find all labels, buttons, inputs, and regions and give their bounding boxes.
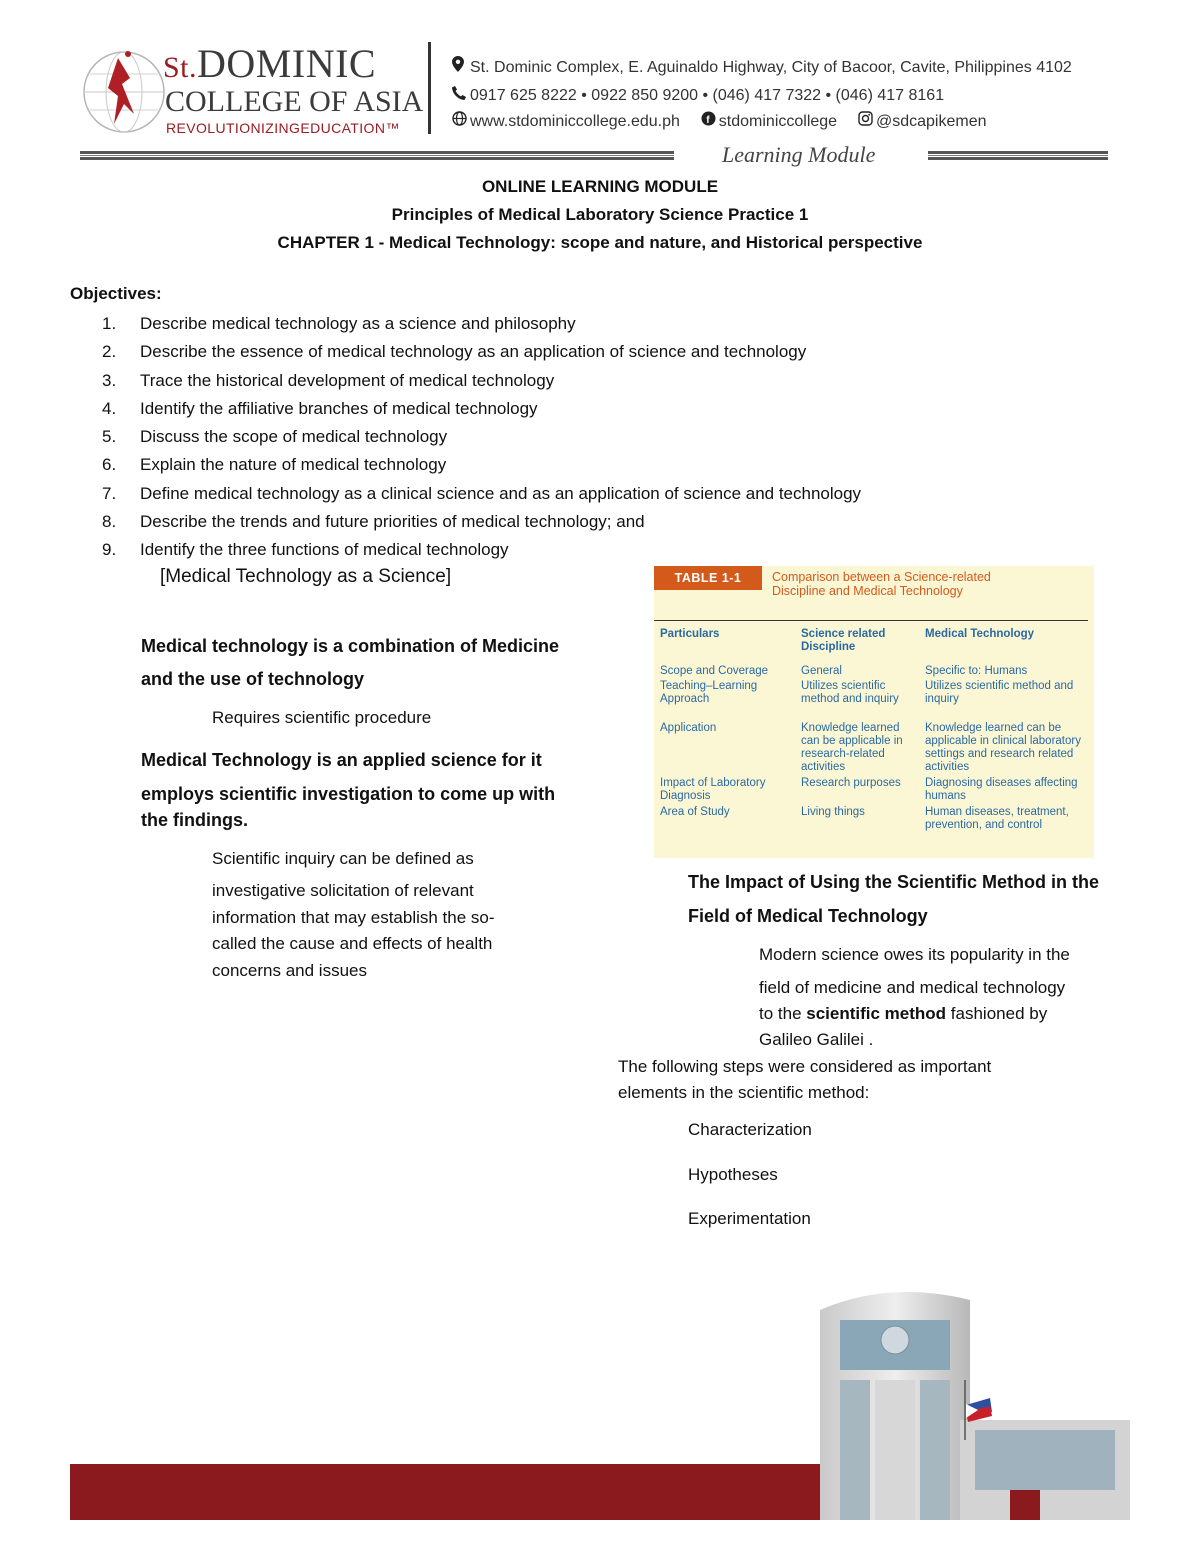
- combo-line-2: and the use of technology: [141, 669, 365, 689]
- modern-line-1: Modern science owes its popularity in the: [759, 945, 1070, 964]
- brand-tagline: REVOLUTIONIZINGEDUCATION™: [166, 120, 400, 136]
- impact-heading-line-2: Field of Medical Technology: [688, 906, 928, 926]
- table-cell: Impact of Laboratory Diagnosis: [660, 777, 766, 802]
- table-cell: Research purposes: [801, 777, 901, 789]
- inquiry-line-5: concerns and issues: [212, 961, 367, 980]
- contact-address: St. Dominic Complex, E. Aguinaldo Highway, City of Bacoor, Cavite, Philippines 4102: [452, 56, 1072, 78]
- table-cell: Scope and Coverage: [660, 665, 769, 677]
- list-item: 6. Explain the nature of medical technology: [102, 455, 447, 475]
- table-cell: Specific to: Humans: [925, 665, 1028, 677]
- globe-icon: [452, 111, 470, 132]
- contact-phones: 0917 625 8222 • 0922 850 9200 • (046) 417 7322 • (046) 417 8161: [452, 86, 944, 106]
- table-cell: Diagnosing diseases affecting humans: [925, 777, 1078, 802]
- list-item: 4. Identify the affiliative branches of medical technology: [102, 398, 538, 418]
- course-title: Principles of Medical Laboratory Science Practice 1: [391, 205, 809, 224]
- steps-intro-line-1: The following steps were considered as important: [618, 1057, 992, 1076]
- table-cell: Human diseases, treatment, prevention, and control: [925, 806, 1069, 831]
- phone-icon: [452, 86, 470, 106]
- table-cell: Area of Study: [660, 806, 730, 818]
- table-cell: Knowledge learned can be applicable in research-related activities: [801, 722, 903, 773]
- table-cell: General: [801, 665, 842, 677]
- brand-name-line2: COLLEGE OF ASIA: [165, 85, 424, 118]
- table-cell: Knowledge learned can be applicable in clinical laboratory settings and research related activities: [925, 722, 1081, 773]
- learning-module-label: Learning Module: [722, 142, 876, 167]
- inquiry-line-4: called the cause and effects of health: [212, 934, 493, 953]
- table-cell: Living things: [801, 806, 865, 818]
- list-item: 8. Describe the trends and future priorities of medical technology; and: [102, 512, 645, 532]
- step-item: Experimentation: [688, 1209, 811, 1228]
- combo-line-1: Medical technology is a combination of Medicine: [141, 636, 560, 656]
- table-header-particulars: Particulars: [660, 628, 720, 640]
- list-item: 7. Define medical technology as a clinical science and as an application of science and technology: [102, 483, 862, 503]
- impact-heading-line-1: The Impact of Using the Scientific Method in the: [688, 872, 1100, 892]
- objectives-list: [102, 310, 861, 565]
- comparison-table-image: [654, 566, 1094, 858]
- table-cell: Utilizes scientific method and inquiry: [801, 680, 899, 705]
- applied-line-1: Medical Technology is an applied science for it: [141, 750, 542, 770]
- step-item: Characterization: [688, 1120, 812, 1139]
- table-caption: Comparison between a Science-related Discipline and Medical Technology: [772, 570, 991, 598]
- table-cell: Utilizes scientific method and inquiry: [925, 680, 1074, 705]
- step-item: Hypotheses: [688, 1165, 778, 1184]
- table-label: TABLE 1-1: [654, 566, 762, 590]
- applied-line-2: employs scientific investigation to come up with: [141, 784, 556, 804]
- globe-logo-icon: [78, 44, 170, 136]
- list-item: 2. Describe the essence of medical technology as an application of science and technology: [102, 342, 807, 362]
- brand-name-line1: St.DOMINIC: [163, 41, 377, 86]
- inquiry-line-1: Scientific inquiry can be defined as: [212, 849, 474, 868]
- svg-text:f: f: [706, 115, 710, 126]
- table-cell: Teaching–Learning Approach: [660, 680, 758, 705]
- steps-intro-line-2: elements in the scientific method:: [618, 1083, 870, 1102]
- table-header-medtech: Medical Technology: [925, 628, 1035, 640]
- table-header-science: Science related Discipline: [801, 628, 886, 653]
- list-item: 9. Identify the three functions of medical technology: [102, 540, 509, 560]
- list-item: 5. Discuss the scope of medical technology: [102, 427, 448, 447]
- applied-line-3: the findings.: [141, 810, 248, 830]
- list-item: 3. Trace the historical development of medical technology: [102, 370, 555, 390]
- college-logo: [78, 40, 424, 140]
- table-cell: Application: [660, 722, 717, 734]
- modern-line-4: Galileo Galilei .: [759, 1030, 874, 1049]
- objectives-heading: Objectives:: [70, 284, 162, 303]
- inquiry-line-2: investigative solicitation of relevant: [212, 881, 474, 900]
- website-link[interactable]: www.stdominiccollege.edu.ph: [470, 113, 680, 130]
- location-pin-icon: [452, 56, 470, 78]
- header-rule-left: [80, 151, 674, 161]
- campus-building-image: [800, 1280, 1130, 1520]
- facebook-icon: [701, 111, 719, 132]
- instagram-icon: [858, 111, 876, 132]
- header-rule-right: [928, 151, 1108, 161]
- module-title: ONLINE LEARNING MODULE: [481, 177, 719, 196]
- table-rule: [654, 620, 1088, 621]
- facebook-handle[interactable]: stdominiccollege: [718, 113, 838, 130]
- contact-web-social: [452, 111, 987, 132]
- list-item: 1. Describe medical technology as a science and philosophy: [102, 314, 576, 333]
- modern-line-3: to the scientific method fashioned by: [759, 1004, 1048, 1023]
- section-heading: [Medical Technology as a Science]: [160, 566, 452, 587]
- chapter-title: CHAPTER 1 - Medical Technology: scope and nature, and Historical perspective: [277, 233, 923, 252]
- header-divider: [428, 42, 431, 134]
- instagram-handle[interactable]: @sdcapikemen: [875, 113, 987, 130]
- requires-text: Requires scientific procedure: [212, 708, 432, 727]
- modern-line-2: field of medicine and medical technology: [759, 978, 1066, 997]
- inquiry-line-3: information that may establish the so-: [212, 908, 495, 927]
